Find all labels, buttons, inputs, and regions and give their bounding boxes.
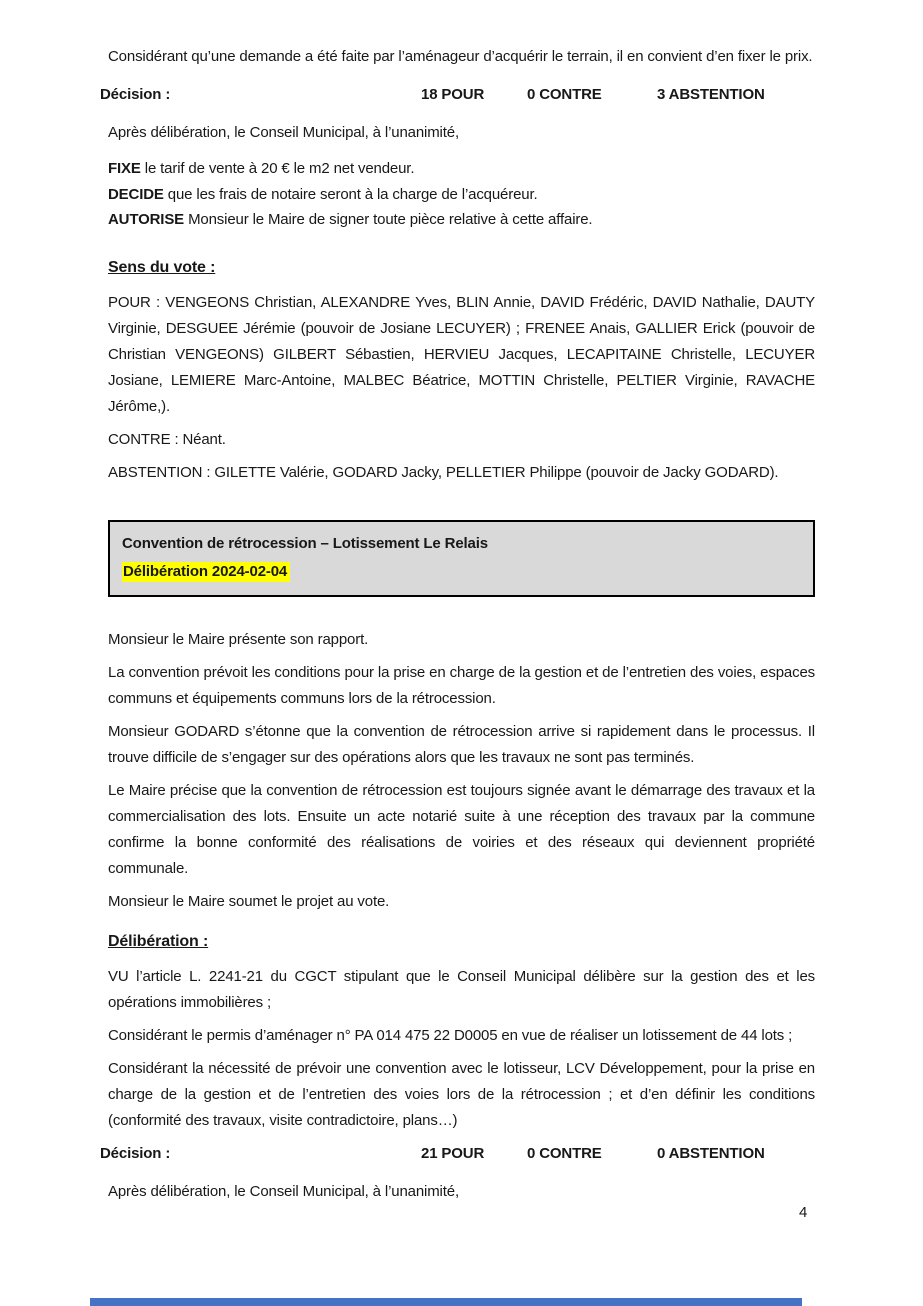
decision-label: Décision : <box>100 86 171 103</box>
highlighted-deliberation-number: Délibération 2024-02-04 <box>122 562 290 582</box>
action-text: le tarif de vente à 20 € le m2 net vendeur. <box>140 160 415 177</box>
paragraph-rapport: Monsieur le Maire présente son rapport. <box>108 630 369 648</box>
paragraph-convention-conditions: La convention prévoit les conditions pour la prise en charge de la gestion et de l’entretien des voies, espaces communs et équipements communs lors de la rétrocession. <box>108 663 815 707</box>
decision-pour-count: 21 POUR <box>421 1144 485 1162</box>
action-autorise <box>108 207 815 233</box>
action-text: Monsieur le Maire de signer toute pièce relative à cette affaire. <box>184 211 593 228</box>
paragraph-intro-terrain: Considérant qu’une demande a été faite par l’aménageur d’acquérir le terrain, il en convient d’en fixer le prix. <box>108 48 813 65</box>
paragraph-apres-deliberation-1: Après délibération, le Conseil Municipal, à l’unanimité, <box>108 124 459 141</box>
vote-contre-list: CONTRE : Néant. <box>108 430 226 448</box>
action-fixe <box>108 156 815 182</box>
page-number: 4 <box>799 1204 808 1221</box>
decision-pour-count: 18 POUR <box>421 86 485 103</box>
action-decide <box>108 182 815 208</box>
paragraph-apres-deliberation-2: Après délibération, le Conseil Municipal, à l’unanimité, <box>108 1182 459 1200</box>
decision-contre-count: 0 CONTRE <box>527 86 602 103</box>
deliberation-actions <box>108 156 815 233</box>
action-text: que les frais de notaire seront à la charge de l’acquéreur. <box>163 185 538 203</box>
decision-contre-count: 0 CONTRE <box>527 1144 602 1162</box>
paragraph-soumet-vote: Monsieur le Maire soumet le projet au vote. <box>108 892 390 910</box>
considerant-cgct: VU l’article L. 2241-21 du CGCT stipulant que le Conseil Municipal délibère sur la gestion des et les opérations immobilières ; <box>108 967 815 1011</box>
section-header-box <box>108 520 815 597</box>
action-verb: DECIDE <box>108 185 164 203</box>
decision-row-retrocession <box>100 1141 815 1167</box>
decision-abstention-count: 3 ABSTENTION <box>657 86 765 103</box>
decision-row-vente <box>100 82 815 108</box>
vote-pour-list: POUR : VENGEONS Christian, ALEXANDRE Yves, BLIN Annie, DAVID Frédéric, DAVID Nathalie, DAUTY Virginie, DESGUEE Jérémie (pouvoir de Josiane LECUYER) ; FRENEE Anais, GALLIER Erick (pouvoir de Christian VENGEONS) GILBERT Sébastien, HERVIEU Jacques, LECAPITAINE Christelle, LECUYER Josiane, LEMIERE Marc-Antoine, MALBEC Béatrice, MOTTIN Christelle, PELTIER Virginie, RAVACHE Jérôme,). <box>108 293 815 415</box>
vote-abstention-list: ABSTENTION : GILETTE Valérie, GODARD Jacky, PELLETIER Philippe (pouvoir de Jacky GODARD). <box>108 463 779 481</box>
decision-label: Décision : <box>100 1144 171 1162</box>
section-title: Convention de rétrocession – Lotissement Le Relais <box>122 534 488 552</box>
paragraph-maire-precision: Le Maire précise que la convention de rétrocession est toujours signée avant le démarrage des travaux et la commercialisation des lots. Ensuite un acte notarié suite à une réception des travaux par la commune confirme la bonne conformité des réalisations de voiries et des réseaux qui deviennent propriété communale. <box>108 781 815 877</box>
considerant-permis: Considérant le permis d’aménager n° PA 014 475 22 D0005 en vue de réaliser un lotissement de 44 lots ; <box>108 1026 793 1044</box>
decision-abstention-count: 0 ABSTENTION <box>657 1144 765 1162</box>
paragraph-godard-remarque: Monsieur GODARD s’étonne que la convention de rétrocession arrive si rapidement dans le processus. Il trouve difficile de s’engager sur des opérations alors que les travaux ne sont pas terminés. <box>108 722 815 766</box>
heading-deliberation: Délibération : <box>108 932 209 950</box>
deliberation-reference <box>122 559 801 585</box>
action-verb: FIXE <box>108 160 141 177</box>
next-page-table-edge-strip <box>90 1298 802 1306</box>
action-verb: AUTORISE <box>108 211 185 228</box>
heading-sens-du-vote: Sens du vote : <box>108 258 216 276</box>
considerant-necessite: Considérant la nécessité de prévoir une convention avec le lotisseur, LCV Développement, pour la prise en charge de la gestion et de l’entretien des voies lors de la rétrocession ; et d’en définir les conditions (conformité des travaux, visite contradictoire, plans…) <box>108 1059 815 1129</box>
